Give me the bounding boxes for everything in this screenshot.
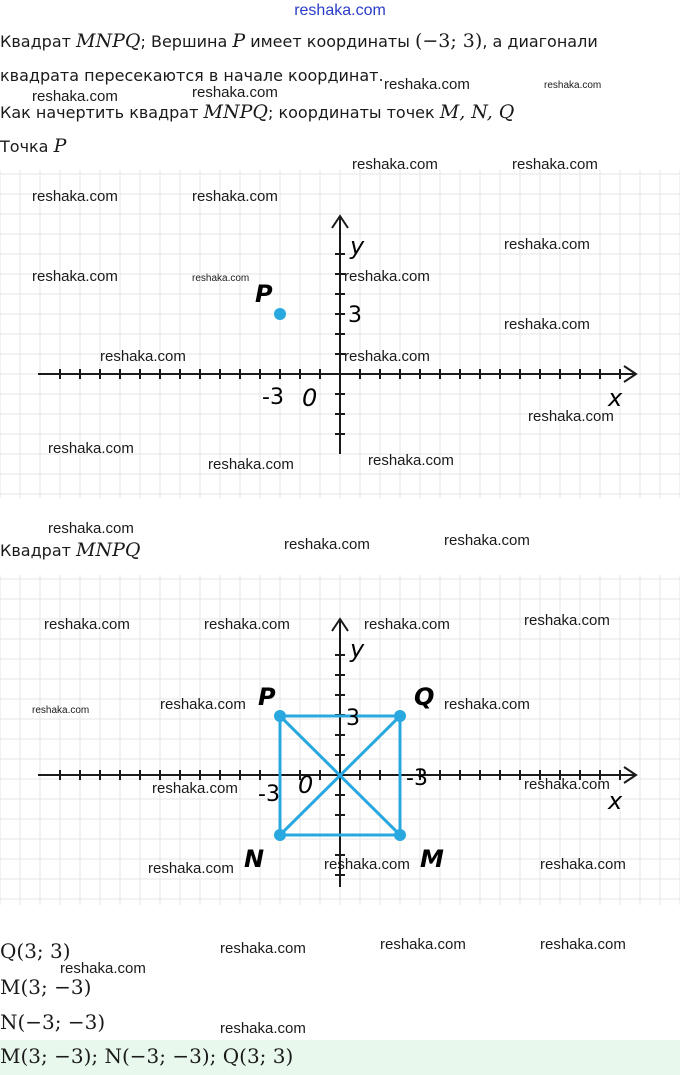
answer-m: M(3; −3) (0, 975, 92, 999)
origin-label: 0 (302, 384, 318, 412)
watermark: reshaka.com (160, 696, 246, 713)
watermark: reshaka.com (44, 616, 130, 633)
watermark: reshaka.com (352, 156, 438, 173)
problem-text: Квадрат (0, 32, 77, 51)
tick-label-x-negative: -3 (258, 782, 280, 807)
watermark: reshaka.com (220, 1020, 306, 1037)
tick-label-x-positive: -3 (406, 766, 428, 791)
problem-text: Как начертить квадрат (0, 103, 204, 122)
y-axis-label: y (350, 232, 365, 260)
vertex-m (394, 829, 406, 841)
problem-text: , а диагонали (482, 32, 598, 51)
watermark: reshaka.com (192, 188, 278, 205)
watermark: reshaka.com (204, 616, 290, 633)
tick-label-x: -3 (262, 385, 284, 410)
watermark: reshaka.com (524, 776, 610, 793)
watermark: reshaka.com (60, 960, 146, 977)
watermark: reshaka.com (148, 860, 234, 877)
x-axis-label: x (608, 384, 623, 412)
watermark: reshaka.com (32, 188, 118, 205)
watermark: reshaka.com (284, 536, 370, 553)
watermark: reshaka.com (32, 88, 118, 105)
tick-label-y: 3 (346, 706, 360, 731)
watermark: reshaka.com (380, 936, 466, 953)
site-link[interactable]: reshaka.com (294, 2, 386, 19)
answer-q: Q(3; 3) (0, 939, 71, 963)
watermark: reshaka.com (444, 532, 530, 549)
watermark: reshaka.com (324, 856, 410, 873)
math-square-name: MNPQ (203, 101, 268, 123)
watermark: reshaka.com (368, 452, 454, 469)
watermark: reshaka.com (344, 348, 430, 365)
math-vertex: P (232, 30, 246, 52)
watermark: reshaka.com (544, 80, 602, 91)
watermark: reshaka.com (192, 84, 278, 101)
watermark: reshaka.com (100, 348, 186, 365)
watermark: reshaka.com (504, 236, 590, 253)
watermark: reshaka.com (540, 936, 626, 953)
problem-text: ; координаты точек (267, 103, 440, 122)
problem-line-2: квадрата пересекаются в начале координат. (0, 66, 384, 85)
math-coordinates: (−3; 3) (414, 30, 483, 52)
origin-label: 0 (298, 771, 314, 799)
watermark: reshaka.com (48, 440, 134, 457)
watermark: reshaka.com (528, 408, 614, 425)
math-square-name: MNPQ (76, 539, 141, 561)
watermark: reshaka.com (32, 705, 90, 716)
problem-text: Точка (0, 137, 54, 156)
x-axis-label: x (608, 787, 623, 815)
watermark: reshaka.com (524, 612, 610, 629)
y-axis-label: y (350, 635, 365, 663)
watermark: reshaka.com (540, 856, 626, 873)
point-p (274, 308, 286, 320)
vertex-q-label: Q (414, 683, 435, 711)
tick-label-y: 3 (348, 303, 362, 328)
vertex-n-label: N (244, 845, 265, 873)
vertex-m-label: M (420, 845, 444, 873)
square-caption (0, 539, 140, 561)
watermark: reshaka.com (48, 520, 134, 537)
math-points: M, N, Q (439, 101, 515, 123)
watermark: reshaka.com (32, 268, 118, 285)
caption-text: Квадрат (0, 541, 77, 560)
watermark: reshaka.com (152, 780, 238, 797)
problem-text: ; Вершина (140, 32, 233, 51)
problem-line-1 (0, 30, 598, 52)
problem-line-4 (0, 135, 66, 157)
watermark: reshaka.com (444, 696, 530, 713)
problem-text: имеет координаты (245, 32, 415, 51)
vertex-n (274, 829, 286, 841)
final-answer: M(3; −3); N(−3; −3); Q(3; 3) (0, 1040, 680, 1075)
vertex-p (274, 710, 286, 722)
watermark: reshaka.com (512, 156, 598, 173)
watermark: reshaka.com (208, 456, 294, 473)
watermark: reshaka.com (220, 940, 306, 957)
watermark: reshaka.com (384, 76, 470, 93)
answer-n: N(−3; −3) (0, 1010, 106, 1034)
watermark: reshaka.com (192, 273, 250, 284)
math-vertex: P (53, 135, 67, 157)
watermark: reshaka.com (504, 316, 590, 333)
vertex-p-label: P (258, 683, 276, 711)
watermark: reshaka.com (344, 268, 430, 285)
vertex-q (394, 710, 406, 722)
math-square-name: MNPQ (76, 30, 141, 52)
watermark: reshaka.com (364, 616, 450, 633)
point-p-label: P (255, 280, 273, 308)
